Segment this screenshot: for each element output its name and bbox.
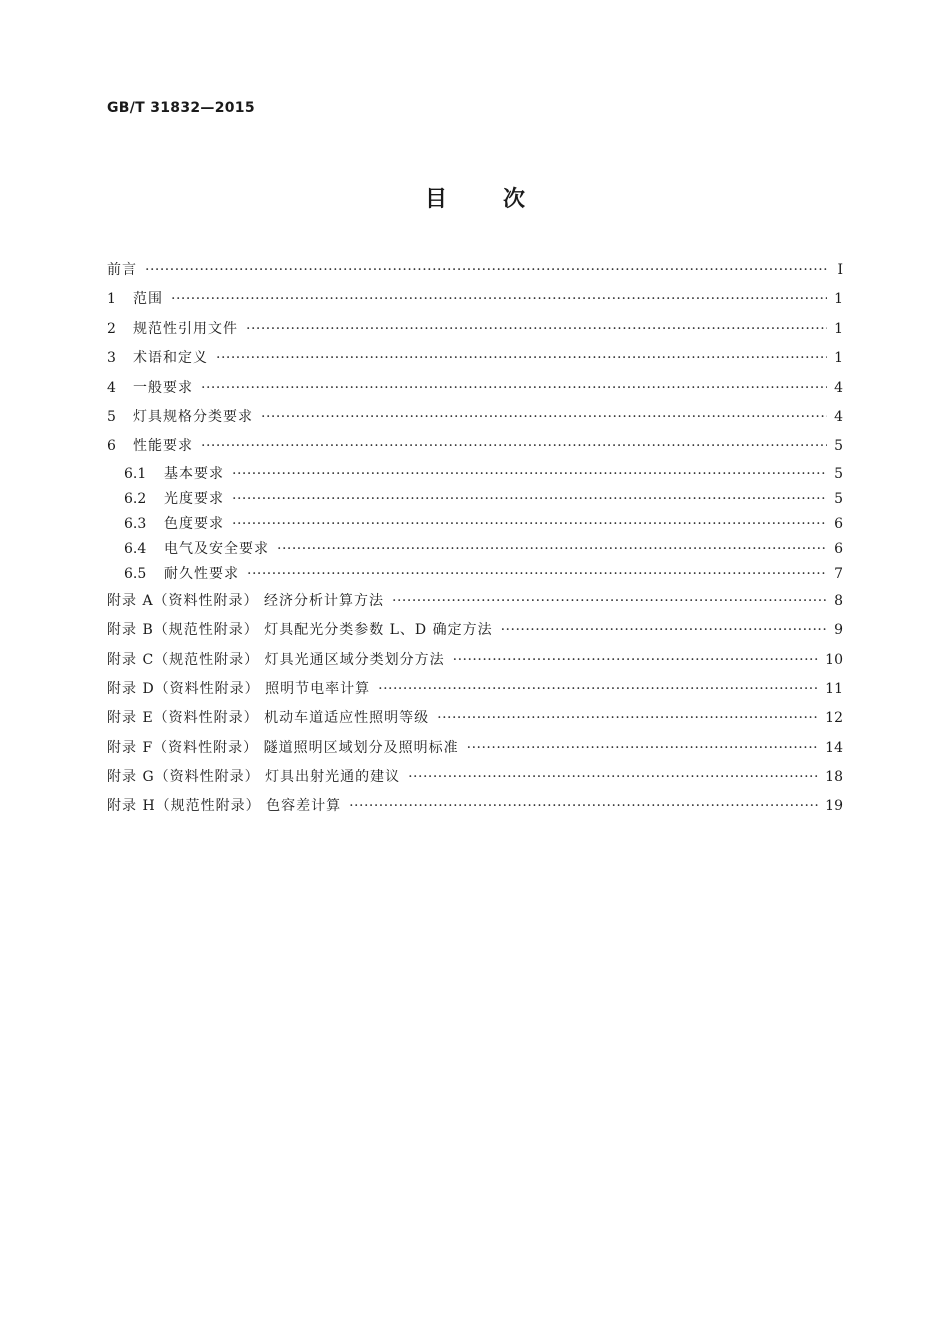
toc-entry[interactable] bbox=[107, 344, 843, 373]
toc-entry-label: 前言 bbox=[107, 262, 137, 278]
toc-entry-page: 11 bbox=[825, 680, 843, 697]
toc-entry-page: 1 bbox=[834, 291, 843, 308]
toc-entry-page: 18 bbox=[825, 769, 843, 786]
toc-entry-label: 附录 D（资料性附录） 照明节电率计算 bbox=[107, 680, 371, 697]
toc-entry-number: 6 bbox=[107, 438, 116, 455]
toc-entry-label: 耐久性要求 bbox=[164, 565, 239, 582]
toc-entry-page: 1 bbox=[834, 320, 843, 337]
dot-leader bbox=[171, 285, 827, 314]
toc-entry[interactable] bbox=[107, 734, 843, 763]
toc-entry-page: 8 bbox=[834, 592, 843, 609]
dot-leader bbox=[201, 432, 827, 461]
table-of-contents bbox=[107, 256, 843, 822]
toc-entry[interactable] bbox=[107, 432, 843, 461]
toc-entry-label: 色度要求 bbox=[164, 515, 224, 532]
dot-leader bbox=[349, 792, 819, 821]
toc-entry-page: 6 bbox=[834, 515, 843, 532]
dot-leader bbox=[216, 344, 827, 373]
toc-entry-label: 电气及安全要求 bbox=[164, 540, 269, 557]
toc-entry[interactable] bbox=[107, 704, 843, 733]
dot-leader bbox=[247, 562, 827, 587]
toc-title-part1: 目 bbox=[424, 187, 447, 212]
toc-entry-page: 12 bbox=[825, 710, 843, 727]
toc-title bbox=[0, 182, 950, 213]
dot-leader bbox=[232, 462, 827, 487]
toc-entry-label: 规范性引用文件 bbox=[133, 320, 238, 337]
toc-entry-label: 附录 C（规范性附录） 灯具光通区域分类划分方法 bbox=[107, 651, 445, 668]
toc-entry-label: 术语和定义 bbox=[133, 350, 208, 367]
toc-entry[interactable] bbox=[107, 646, 843, 675]
toc-entry-page: Ⅰ bbox=[837, 262, 843, 278]
dot-leader bbox=[261, 403, 827, 432]
toc-entry[interactable] bbox=[107, 562, 843, 587]
toc-entry-label: 灯具规格分类要求 bbox=[133, 408, 253, 425]
toc-entry-label: 附录 B（规范性附录） 灯具配光分类参数 L、D 确定方法 bbox=[107, 622, 493, 639]
dot-leader bbox=[378, 675, 819, 704]
toc-entry-label: 附录 G（资料性附录） 灯具出射光通的建议 bbox=[107, 769, 401, 786]
standard-code: GB/T 31832—2015 bbox=[107, 100, 255, 116]
toc-entry-number: 6.3 bbox=[124, 515, 147, 532]
toc-entry-label: 光度要求 bbox=[164, 490, 224, 507]
toc-entry-label: 附录 E（资料性附录） 机动车道适应性照明等级 bbox=[107, 710, 430, 727]
dot-leader bbox=[145, 256, 827, 285]
dot-leader bbox=[453, 646, 820, 675]
dot-leader bbox=[246, 315, 827, 344]
toc-entry-page: 10 bbox=[825, 651, 843, 668]
toc-entry[interactable] bbox=[107, 537, 843, 562]
toc-entry[interactable] bbox=[107, 285, 843, 314]
toc-entry-page: 4 bbox=[834, 408, 843, 425]
dot-leader bbox=[408, 763, 819, 792]
dot-leader bbox=[392, 587, 827, 616]
toc-entry-number: 2 bbox=[107, 320, 116, 337]
toc-entry-label: 附录 F（资料性附录） 隧道照明区域划分及照明标准 bbox=[107, 739, 459, 756]
toc-entry[interactable] bbox=[107, 587, 843, 616]
toc-entry-label: 性能要求 bbox=[133, 438, 193, 455]
toc-entry[interactable] bbox=[107, 374, 843, 403]
toc-title-part2: 次 bbox=[503, 187, 526, 212]
toc-entry-label: 一般要求 bbox=[133, 379, 193, 396]
toc-entry-number: 6.5 bbox=[124, 565, 147, 582]
toc-entry-number: 6.1 bbox=[124, 465, 147, 482]
dot-leader bbox=[467, 734, 820, 763]
toc-entry[interactable] bbox=[107, 675, 843, 704]
toc-entry-label: 附录 H（规范性附录） 色容差计算 bbox=[107, 798, 342, 815]
toc-entry[interactable] bbox=[107, 792, 843, 821]
toc-entry-page: 7 bbox=[834, 565, 843, 582]
toc-entry-page: 5 bbox=[834, 490, 843, 507]
toc-entry-label: 范围 bbox=[133, 291, 163, 308]
toc-entry-number: 3 bbox=[107, 350, 116, 367]
toc-entry-page: 19 bbox=[825, 798, 843, 815]
dot-leader bbox=[277, 537, 827, 562]
dot-leader bbox=[437, 704, 819, 733]
toc-entry-page: 14 bbox=[825, 739, 843, 756]
toc-entry[interactable] bbox=[107, 487, 843, 512]
toc-entry-number: 1 bbox=[107, 291, 116, 308]
dot-leader bbox=[501, 616, 827, 645]
toc-entry[interactable] bbox=[107, 315, 843, 344]
toc-entry[interactable] bbox=[107, 462, 843, 487]
toc-entry-number: 4 bbox=[107, 379, 116, 396]
dot-leader bbox=[232, 487, 827, 512]
toc-entry[interactable] bbox=[107, 512, 843, 537]
toc-entry-page: 5 bbox=[834, 465, 843, 482]
toc-entry-page: 9 bbox=[834, 622, 843, 639]
toc-entry-number: 6.4 bbox=[124, 540, 147, 557]
toc-entry-label: 基本要求 bbox=[164, 465, 224, 482]
toc-entry-label: 附录 A（资料性附录） 经济分析计算方法 bbox=[107, 592, 385, 609]
dot-leader bbox=[201, 374, 827, 403]
toc-entry-number: 6.2 bbox=[124, 490, 147, 507]
toc-entry-page: 6 bbox=[834, 540, 843, 557]
dot-leader bbox=[232, 512, 827, 537]
toc-entry-page: 5 bbox=[834, 438, 843, 455]
toc-entry[interactable] bbox=[107, 256, 843, 285]
toc-entry[interactable] bbox=[107, 763, 843, 792]
toc-entry-page: 4 bbox=[834, 379, 843, 396]
toc-entry[interactable] bbox=[107, 403, 843, 432]
toc-entry-number: 5 bbox=[107, 408, 116, 425]
toc-entry-page: 1 bbox=[834, 350, 843, 367]
toc-entry[interactable] bbox=[107, 616, 843, 645]
